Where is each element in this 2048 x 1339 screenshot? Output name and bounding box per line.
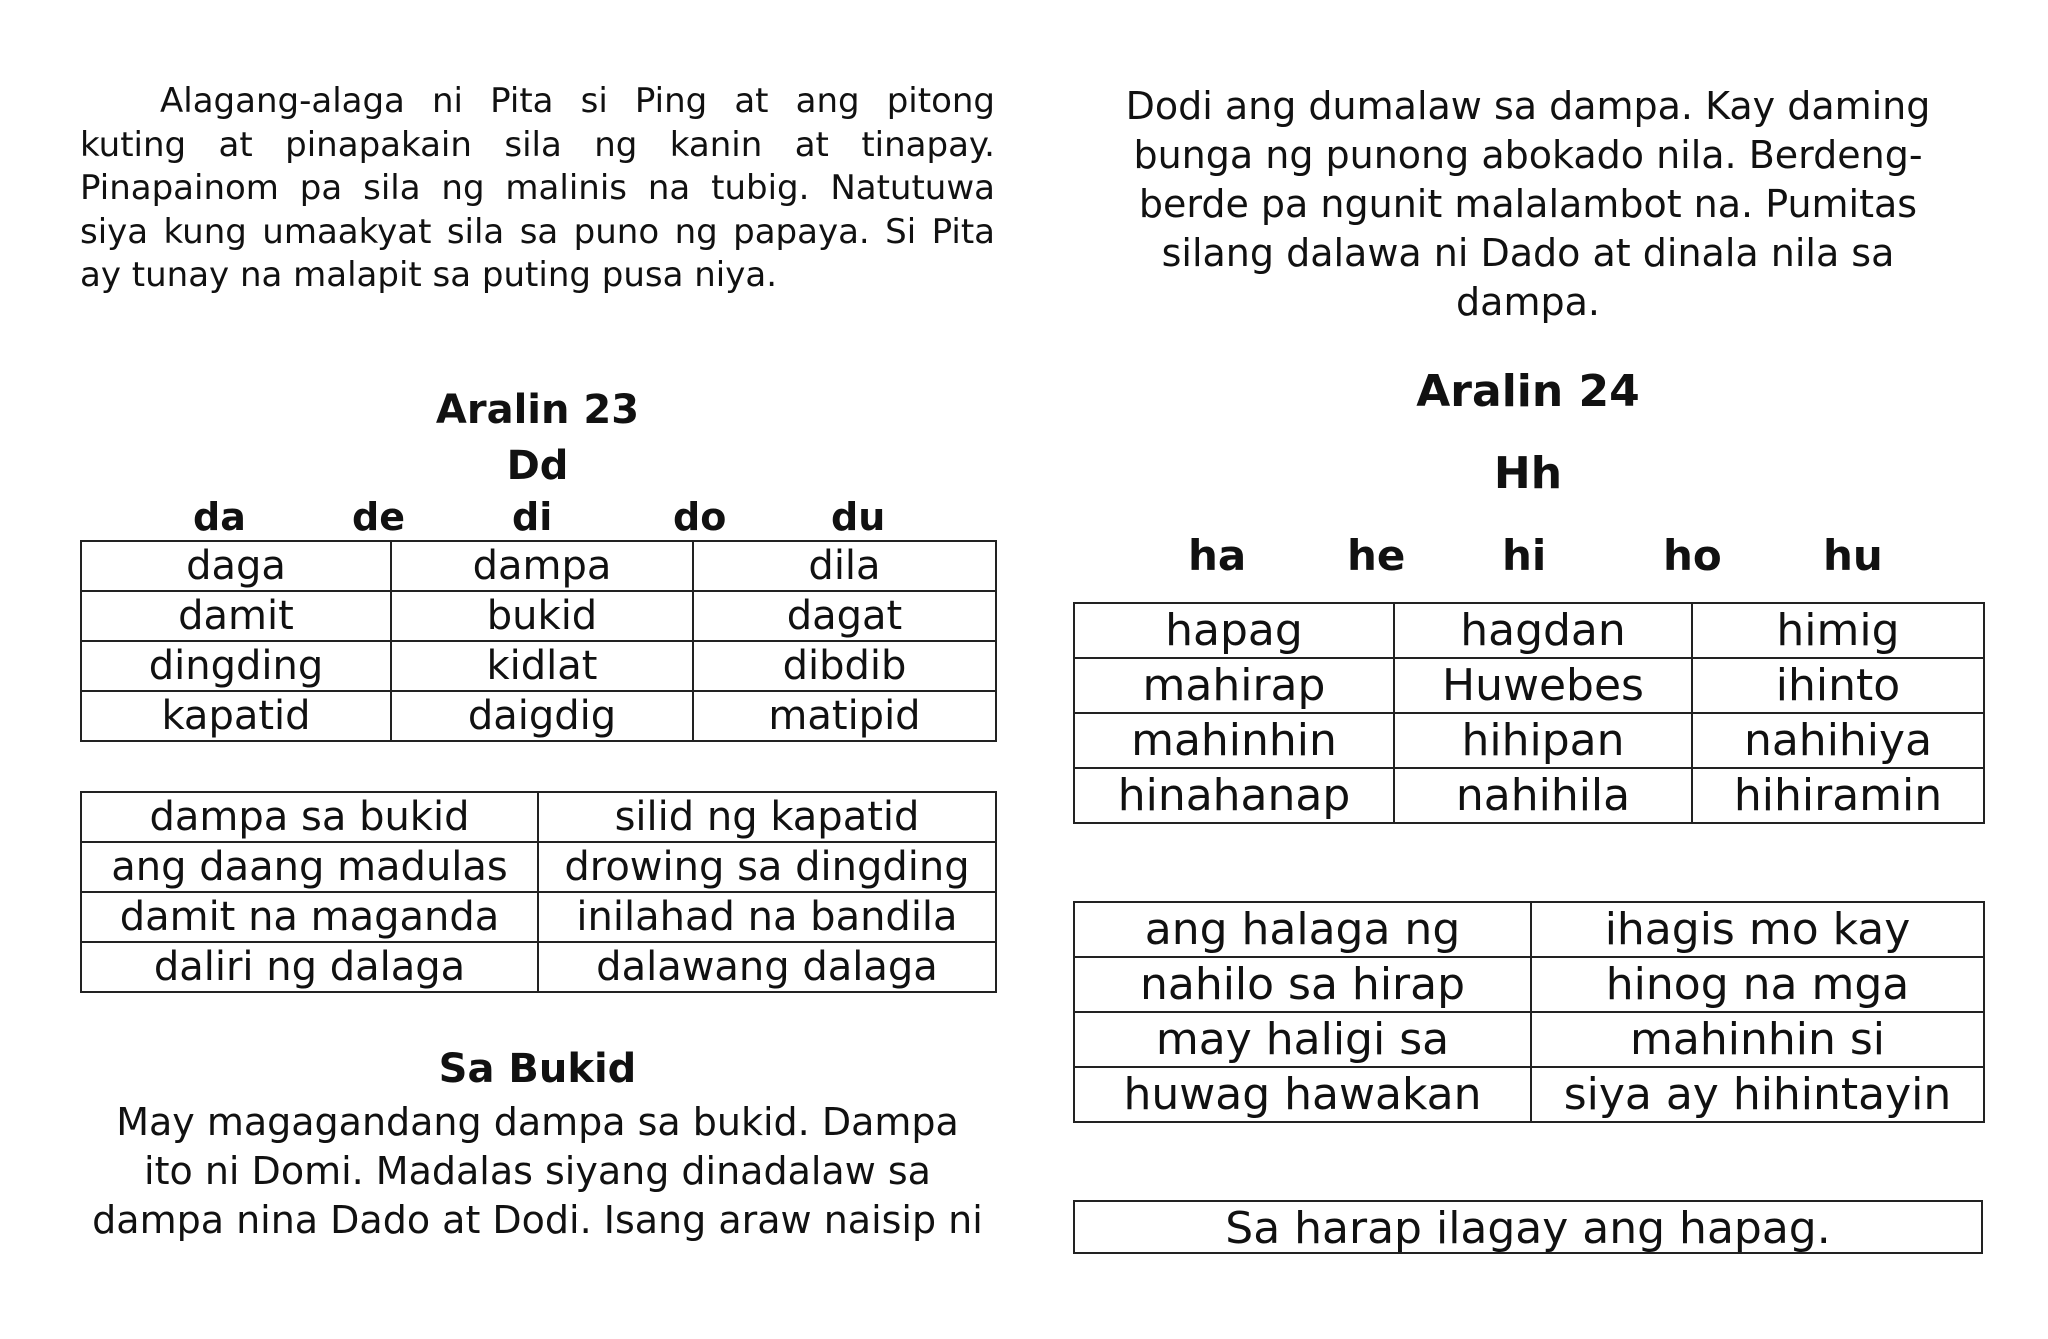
word-cell: matipid — [693, 691, 996, 741]
table-row — [81, 691, 996, 741]
table-row — [1074, 768, 1984, 823]
story-line: berde pa ngunit malalambot na. Pumitas — [1138, 182, 1918, 226]
phrase-cell: dalawang dalaga — [538, 942, 996, 992]
phrase-cell: huwag hawakan — [1074, 1067, 1531, 1122]
phrase-cell: siya ay hihintayin — [1531, 1067, 1984, 1122]
table-row — [81, 591, 996, 641]
word-cell: nahihiya — [1692, 713, 1984, 768]
word-cell: hihiramin — [1692, 768, 1984, 823]
phrase-cell: mahinhin si — [1531, 1012, 1984, 1067]
syllable-row-h — [0, 530, 2048, 582]
table-row — [1074, 1012, 1984, 1067]
syllable-ho: ho — [1663, 531, 1722, 580]
table-row — [81, 842, 996, 892]
word-cell: hagdan — [1394, 603, 1692, 658]
syllable-do: do — [673, 495, 727, 539]
letter-hh-heading: Hh — [1493, 448, 1563, 499]
word-cell: hapag — [1074, 603, 1394, 658]
letter-dd-heading: Dd — [506, 443, 569, 489]
phrase-cell: nahilo sa hirap — [1074, 957, 1531, 1012]
syllable-da: da — [193, 495, 246, 539]
story-line: dampa. — [1456, 280, 1600, 324]
table-row — [81, 942, 996, 992]
story-line: Dodi ang dumalaw sa dampa. Kay daming — [1125, 84, 1931, 128]
word-cell: dibdib — [693, 641, 996, 691]
table-row — [81, 892, 996, 942]
syllable-hu: hu — [1823, 531, 1883, 580]
story-text-right — [1073, 82, 1983, 327]
word-cell: mahinhin — [1074, 713, 1394, 768]
word-cell: hinahanap — [1074, 768, 1394, 823]
word-cell: dagat — [693, 591, 996, 641]
table-row — [1074, 957, 1984, 1012]
syllable-hi: hi — [1502, 531, 1547, 580]
word-cell: himig — [1692, 603, 1984, 658]
word-cell: daga — [81, 541, 391, 591]
story-line: bunga ng punong abokado nila. Berdeng- — [1133, 133, 1923, 177]
word-cell: kidlat — [391, 641, 693, 691]
story-line: ito ni Domi. Madalas siyang dinadalaw sa — [144, 1149, 931, 1193]
table-row — [1074, 1067, 1984, 1122]
table-row — [81, 792, 996, 842]
h-word-table — [1073, 602, 1985, 824]
intro-paragraph: Alagang-alaga ni Pita si Ping at ang pitong kuting at pinapakain sila ng kanin at tinapay. Pinapainom pa sila ng malinis na tubig. Natutuwa siya kung umaakyat sila sa puno ng papaya. Si Pita ay tunay na malapit sa puting pusa niya. — [80, 81, 995, 295]
word-cell: damit — [81, 591, 391, 641]
story-line: silang dalawa ni Dado at dinala nila sa — [1161, 231, 1895, 275]
sentence-box: Sa harap ilagay ang hapag. — [1073, 1200, 1983, 1254]
phrase-cell: ang halaga ng — [1074, 902, 1531, 957]
syllable-di: di — [512, 495, 553, 539]
h-phrase-table — [1073, 901, 1985, 1123]
word-cell: dingding — [81, 641, 391, 691]
syllable-he: he — [1347, 531, 1406, 580]
word-cell: dampa — [391, 541, 693, 591]
story-line: dampa nina Dado at Dodi. Isang araw naisip ni — [92, 1198, 983, 1242]
word-cell: kapatid — [81, 691, 391, 741]
phrase-cell: dampa sa bukid — [81, 792, 538, 842]
phrase-cell: daliri ng dalaga — [81, 942, 538, 992]
syllable-de: de — [352, 495, 405, 539]
table-row — [1074, 603, 1984, 658]
syllable-du: du — [831, 495, 886, 539]
word-cell: ihinto — [1692, 658, 1984, 713]
phrase-cell: hinog na mga — [1531, 957, 1984, 1012]
d-phrase-table — [80, 791, 997, 993]
story-line: May magagandang dampa sa bukid. Dampa — [116, 1100, 959, 1144]
story-text-left — [80, 1098, 995, 1245]
word-cell: hihipan — [1394, 713, 1692, 768]
phrase-cell: damit na maganda — [81, 892, 538, 942]
table-row — [1074, 902, 1984, 957]
word-cell: dila — [693, 541, 996, 591]
syllable-ha: ha — [1188, 531, 1247, 580]
lesson-24-title: Aralin 24 — [1416, 366, 1640, 417]
table-row — [1074, 658, 1984, 713]
phrase-cell: inilahad na bandila — [538, 892, 996, 942]
word-cell: daigdig — [391, 691, 693, 741]
word-cell: bukid — [391, 591, 693, 641]
phrase-cell: ihagis mo kay — [1531, 902, 1984, 957]
table-row — [81, 641, 996, 691]
table-row — [1074, 713, 1984, 768]
lesson-23-title: Aralin 23 — [435, 387, 640, 433]
word-cell: nahihila — [1394, 768, 1692, 823]
phrase-cell: drowing sa dingding — [538, 842, 996, 892]
word-cell: Huwebes — [1394, 658, 1692, 713]
phrase-cell: ang daang madulas — [81, 842, 538, 892]
word-cell: mahirap — [1074, 658, 1394, 713]
phrase-cell: may haligi sa — [1074, 1012, 1531, 1067]
story-title: Sa Bukid — [438, 1046, 637, 1092]
phrase-cell: silid ng kapatid — [538, 792, 996, 842]
